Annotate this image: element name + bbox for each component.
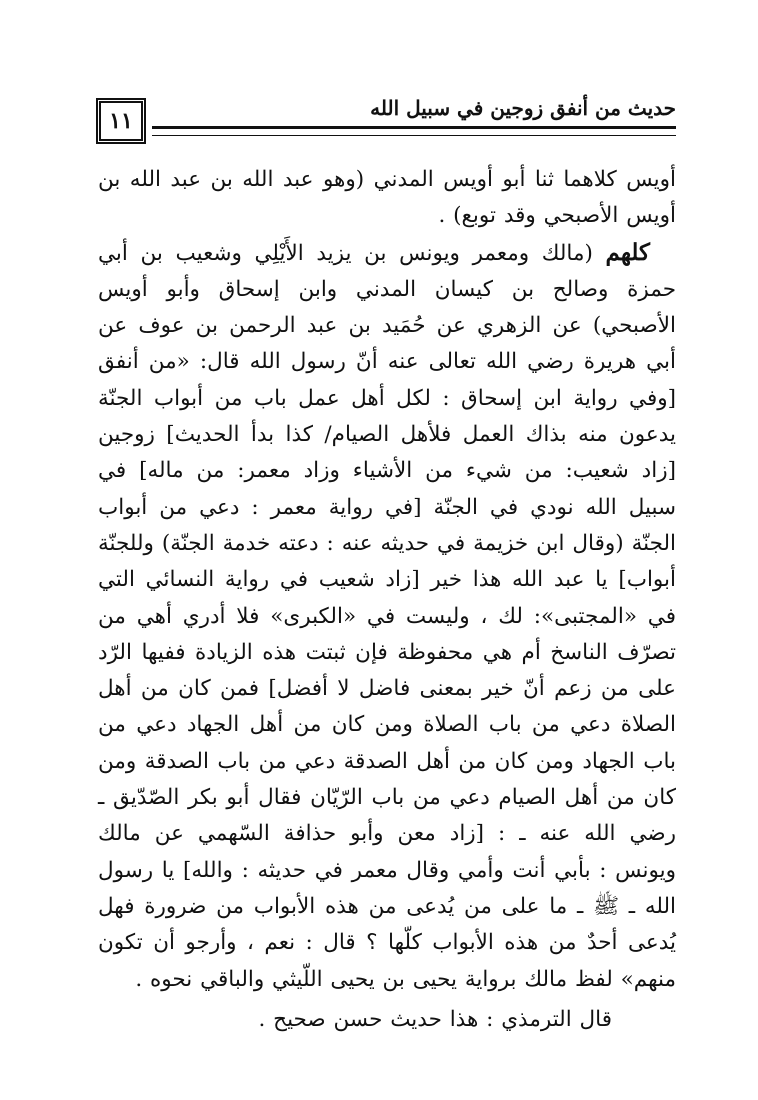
header-rule <box>152 126 676 136</box>
paragraph-2 <box>98 235 676 998</box>
body-text <box>98 162 676 1038</box>
paragraph-2-lead-word: كلهم <box>605 238 650 266</box>
page-number: ١١ <box>96 98 146 144</box>
page-header <box>96 92 676 148</box>
paragraph-2-text: (مالك ومعمر ويونس بن يزيد الأَيْلِي وشعيب بن أبي حمزة وصالح بن كيسان المدني وابن إسحاق وأبو أويس الأصبحي) عن الزهري عن حُمَيد بن عبد الرحمن بن عوف عن أبي هريرة رضي الله تعالى عنه أنّ رسول الله قال: «من أنفق [وفي رواية ابن إسحاق : لكل أهل عمل باب من أبواب الجنّة يدعون منه بذاك العمل فلأهل الصيام/ كذا بدأ الحديث] زوجين [زاد شعيب: من شيء من الأشياء وزاد معمر: من ماله] في سبيل الله نودي في الجنّة [في رواية معمر : دعي من أبواب الجنّة (وقال ابن خزيمة في حديثه عنه : دعته خدمة الجنّة) وللجنّة أبواب] يا عبد الله هذا خير [زاد شعيب في رواية النسائي التي في «المجتبى»: لك ، وليست في «الكبرى» فلا أدري أهي من تصرّف الناسخ أم هي محفوظة فإن ثبتت هذه الزيادة ففيها الرّد على من زعم أنّ خير بمعنى فاضل لا أفضل] فمن كان من أهل الصلاة دعي من باب الصلاة ومن كان من أهل الجهاد دعي من باب الجهاد ومن كان من أهل الصدقة دعي من باب الصدقة ومن كان من أهل الصيام دعي من باب الرّيّان فقال أبو بكر الصّدّيق ـ رضي الله عنه ـ : [زاد معن وأبو حذافة السّهمي عن مالك ويونس : بأبي أنت وأمي وقال معمر في حديثه : والله] يا رسول الله ـ ﷺ ـ ما على من يُدعى من هذه الأبواب من ضرورة فهل يُدعى أحدٌ من هذه الأبواب كلّها ؟ قال : نعم ، وأرجو أن تكون منهم» لفظ مالك برواية يحيى بن يحيى اللّيثي والباقي نحوه . <box>98 240 676 992</box>
running-title: حديث من أنفق زوجين في سبيل الله <box>370 96 676 120</box>
paragraph-3: قال الترمذي : هذا حديث حسن صحيح . <box>258 1006 612 1032</box>
paragraph-1: أويس كلاهما ثنا أبو أويس المدني (وهو عبد الله بن عبد الله بن أويس الأصبحي وقد توبع) . <box>98 167 676 229</box>
